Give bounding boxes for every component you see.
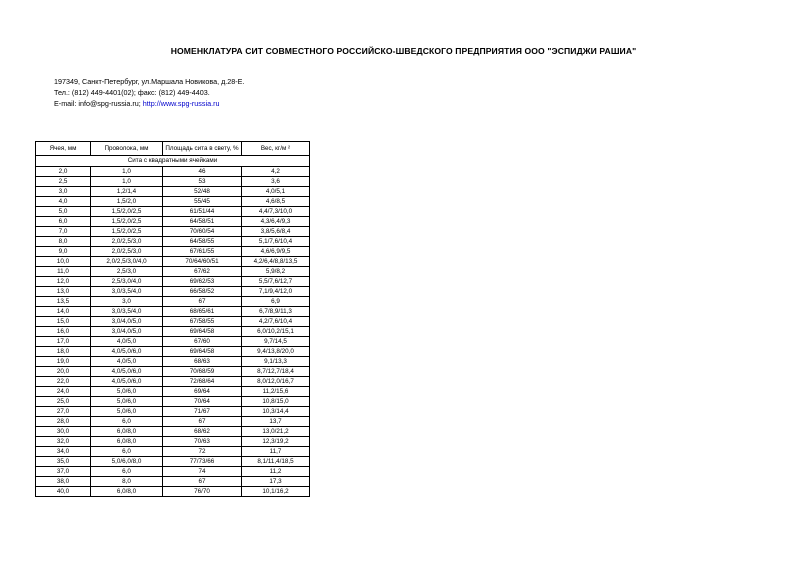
cell-wire: 3,0	[91, 297, 163, 307]
cell-weight: 7,1/9,4/12,0	[242, 287, 310, 297]
cell-mesh: 10,0	[36, 257, 91, 267]
cell-weight: 3,8/5,6/8,4	[242, 227, 310, 237]
cell-open-area: 61/51/44	[163, 207, 242, 217]
cell-wire: 1,5/2,0/2,5	[91, 207, 163, 217]
cell-weight: 3,6	[242, 177, 310, 187]
cell-open-area: 69/64/58	[163, 347, 242, 357]
cell-open-area: 70/64	[163, 397, 242, 407]
cell-mesh: 14,0	[36, 307, 91, 317]
cell-mesh: 11,0	[36, 267, 91, 277]
cell-weight: 5,5/7,6/12,7	[242, 277, 310, 287]
cell-mesh: 13,0	[36, 287, 91, 297]
cell-open-area: 76/70	[163, 487, 242, 497]
cell-wire: 3,0/3,5/4,0	[91, 287, 163, 297]
cell-weight: 9,4/13,8/20,0	[242, 347, 310, 357]
cell-wire: 4,0/5,0/6,0	[91, 367, 163, 377]
cell-weight: 4,6/6,9/9,5	[242, 247, 310, 257]
cell-wire: 2,0/2,5/3,0	[91, 237, 163, 247]
cell-weight: 6,0/10,2/15,1	[242, 327, 310, 337]
cell-weight: 8,1/11,4/18,5	[242, 457, 310, 467]
table-row	[36, 417, 310, 427]
cell-wire: 4,0/5,0/6,0	[91, 377, 163, 387]
cell-wire: 4,0/5,0/6,0	[91, 347, 163, 357]
cell-weight: 4,0/5,1	[242, 187, 310, 197]
cell-weight: 8,7/12,7/18,4	[242, 367, 310, 377]
cell-wire: 6,0	[91, 447, 163, 457]
table-row	[36, 257, 310, 267]
cell-mesh: 20,0	[36, 367, 91, 377]
header-open-area: Площадь сита в свету, %	[163, 142, 242, 156]
cell-mesh: 27,0	[36, 407, 91, 417]
cell-open-area: 70/68/59	[163, 367, 242, 377]
table-row	[36, 407, 310, 417]
cell-wire: 1,5/2,0	[91, 197, 163, 207]
header-wire: Проволока, мм	[91, 142, 163, 156]
cell-mesh: 22,0	[36, 377, 91, 387]
cell-mesh: 30,0	[36, 427, 91, 437]
cell-mesh: 7,0	[36, 227, 91, 237]
cell-mesh: 2,5	[36, 177, 91, 187]
table-row	[36, 357, 310, 367]
table-row	[36, 397, 310, 407]
table-row	[36, 447, 310, 457]
cell-open-area: 66/58/52	[163, 287, 242, 297]
table-header-row	[36, 142, 310, 156]
cell-open-area: 53	[163, 177, 242, 187]
table-row	[36, 237, 310, 247]
cell-open-area: 74	[163, 467, 242, 477]
cell-open-area: 67	[163, 297, 242, 307]
cell-weight: 11,2/15,6	[242, 387, 310, 397]
cell-wire: 1,5/2,0/2,5	[91, 227, 163, 237]
cell-open-area: 69/62/53	[163, 277, 242, 287]
table-row	[36, 207, 310, 217]
cell-mesh: 38,0	[36, 477, 91, 487]
table-row	[36, 197, 310, 207]
table-row	[36, 487, 310, 497]
cell-weight: 5,1/7,6/10,4	[242, 237, 310, 247]
table-row	[36, 387, 310, 397]
sieve-table	[35, 141, 310, 497]
cell-open-area: 70/60/54	[163, 227, 242, 237]
cell-weight: 4,2/7,6/10,4	[242, 317, 310, 327]
cell-mesh: 15,0	[36, 317, 91, 327]
cell-mesh: 17,0	[36, 337, 91, 347]
cell-weight: 10,8/15,0	[242, 397, 310, 407]
cell-wire: 1,0	[91, 167, 163, 177]
cell-mesh: 5,0	[36, 207, 91, 217]
cell-mesh: 25,0	[36, 397, 91, 407]
cell-mesh: 28,0	[36, 417, 91, 427]
cell-wire: 1,2/1,4	[91, 187, 163, 197]
table-row	[36, 427, 310, 437]
cell-weight: 4,2/6,4/8,8/13,5	[242, 257, 310, 267]
table-row	[36, 247, 310, 257]
cell-open-area: 72/68/64	[163, 377, 242, 387]
table-row	[36, 327, 310, 337]
table-row	[36, 227, 310, 237]
table-row	[36, 367, 310, 377]
cell-weight: 12,3/19,2	[242, 437, 310, 447]
cell-weight: 11,2	[242, 467, 310, 477]
cell-weight: 13,0/21,2	[242, 427, 310, 437]
website-link[interactable]: http://www.spg-russia.ru	[142, 99, 220, 108]
section-title: Сита с квадратными ячейками	[36, 156, 310, 167]
cell-weight: 9,7/14,5	[242, 337, 310, 347]
table-row	[36, 187, 310, 197]
table-row	[36, 267, 310, 277]
cell-open-area: 68/63	[163, 357, 242, 367]
cell-mesh: 12,0	[36, 277, 91, 287]
cell-open-area: 77/73/66	[163, 457, 242, 467]
company-contacts	[54, 99, 219, 108]
cell-mesh: 37,0	[36, 467, 91, 477]
cell-mesh: 35,0	[36, 457, 91, 467]
cell-wire: 8,0	[91, 477, 163, 487]
table-row	[36, 177, 310, 187]
header-weight: Вес, кг/м ²	[242, 142, 310, 156]
cell-open-area: 67	[163, 477, 242, 487]
table-row	[36, 437, 310, 447]
cell-open-area: 55/45	[163, 197, 242, 207]
cell-weight: 9,1/13,3	[242, 357, 310, 367]
cell-weight: 11,7	[242, 447, 310, 457]
table-row	[36, 317, 310, 327]
table-row	[36, 467, 310, 477]
cell-open-area: 72	[163, 447, 242, 457]
cell-mesh: 8,0	[36, 237, 91, 247]
cell-weight: 4,2	[242, 167, 310, 177]
section-row	[36, 156, 310, 167]
cell-mesh: 19,0	[36, 357, 91, 367]
table-row	[36, 167, 310, 177]
cell-wire: 3,0/4,0/5,0	[91, 327, 163, 337]
cell-mesh: 9,0	[36, 247, 91, 257]
cell-open-area: 70/64/60/51	[163, 257, 242, 267]
cell-weight: 5,9/8,2	[242, 267, 310, 277]
cell-weight: 17,3	[242, 477, 310, 487]
cell-open-area: 46	[163, 167, 242, 177]
cell-mesh: 24,0	[36, 387, 91, 397]
cell-mesh: 4,0	[36, 197, 91, 207]
cell-wire: 6,0	[91, 467, 163, 477]
cell-wire: 4,0/5,0	[91, 357, 163, 367]
table-row	[36, 307, 310, 317]
cell-open-area: 67/61/55	[163, 247, 242, 257]
cell-weight: 4,4/7,3/10,0	[242, 207, 310, 217]
cell-open-area: 69/64	[163, 387, 242, 397]
document-title: НОМЕНКЛАТУРА СИТ СОВМЕСТНОГО РОССИЙСКО-ШВЕДСКОГО ПРЕДПРИЯТИЯ ООО "ЭСПИДЖИ РАШИА"	[170, 46, 637, 56]
cell-mesh: 13,5	[36, 297, 91, 307]
cell-wire: 6,0/8,0	[91, 437, 163, 447]
table-row	[36, 377, 310, 387]
table-row	[36, 217, 310, 227]
cell-wire: 3,0/3,5/4,0	[91, 307, 163, 317]
table-row	[36, 287, 310, 297]
cell-open-area: 52/48	[163, 187, 242, 197]
cell-weight: 8,0/12,0/16,7	[242, 377, 310, 387]
cell-weight: 10,3/14,4	[242, 407, 310, 417]
table-row	[36, 457, 310, 467]
cell-wire: 5,0/6,0	[91, 407, 163, 417]
email-text: E-mail: info@spg-russia.ru;	[54, 99, 143, 108]
cell-wire: 2,5/3,0	[91, 267, 163, 277]
cell-open-area: 67/60	[163, 337, 242, 347]
company-phones: Тел.: (812) 449-4401(02); факс: (812) 449-4403.	[54, 88, 210, 97]
cell-wire: 1,0	[91, 177, 163, 187]
sieve-table-body	[36, 142, 310, 497]
cell-wire: 3,0/4,0/5,0	[91, 317, 163, 327]
header-mesh: Ячея, мм	[36, 142, 91, 156]
cell-wire: 5,0/6,0/8,0	[91, 457, 163, 467]
cell-wire: 5,0/6,0	[91, 397, 163, 407]
cell-wire: 5,0/6,0	[91, 387, 163, 397]
table-row	[36, 337, 310, 347]
cell-open-area: 64/58/55	[163, 237, 242, 247]
cell-open-area: 68/62	[163, 427, 242, 437]
cell-weight: 4,3/6,4/9,3	[242, 217, 310, 227]
cell-wire: 4,0/5,0	[91, 337, 163, 347]
company-address: 197349, Санкт-Петербург, ул.Маршала Новикова, д.28-Е.	[54, 77, 245, 86]
cell-mesh: 3,0	[36, 187, 91, 197]
cell-open-area: 67/62	[163, 267, 242, 277]
table-row	[36, 277, 310, 287]
cell-open-area: 67	[163, 417, 242, 427]
cell-mesh: 6,0	[36, 217, 91, 227]
table-row	[36, 477, 310, 487]
cell-open-area: 71/67	[163, 407, 242, 417]
cell-mesh: 34,0	[36, 447, 91, 457]
cell-wire: 2,5/3,0/4,0	[91, 277, 163, 287]
cell-weight: 4,6/8,5	[242, 197, 310, 207]
cell-wire: 6,0/8,0	[91, 427, 163, 437]
cell-open-area: 70/63	[163, 437, 242, 447]
cell-weight: 10,1/16,2	[242, 487, 310, 497]
cell-open-area: 69/64/58	[163, 327, 242, 337]
cell-weight: 13,7	[242, 417, 310, 427]
cell-mesh: 2,0	[36, 167, 91, 177]
cell-mesh: 16,0	[36, 327, 91, 337]
cell-wire: 6,0	[91, 417, 163, 427]
table-row	[36, 297, 310, 307]
cell-wire: 2,0/2,5/3,0	[91, 247, 163, 257]
cell-wire: 6,0/8,0	[91, 487, 163, 497]
cell-open-area: 64/58/51	[163, 217, 242, 227]
cell-mesh: 40,0	[36, 487, 91, 497]
cell-open-area: 67/58/55	[163, 317, 242, 327]
cell-open-area: 68/65/61	[163, 307, 242, 317]
cell-weight: 6,7/8,9/11,3	[242, 307, 310, 317]
cell-mesh: 18,0	[36, 347, 91, 357]
table-row	[36, 347, 310, 357]
cell-wire: 2,0/2,5/3,0/4,0	[91, 257, 163, 267]
cell-weight: 6,9	[242, 297, 310, 307]
cell-wire: 1,5/2,0/2,5	[91, 217, 163, 227]
cell-mesh: 32,0	[36, 437, 91, 447]
